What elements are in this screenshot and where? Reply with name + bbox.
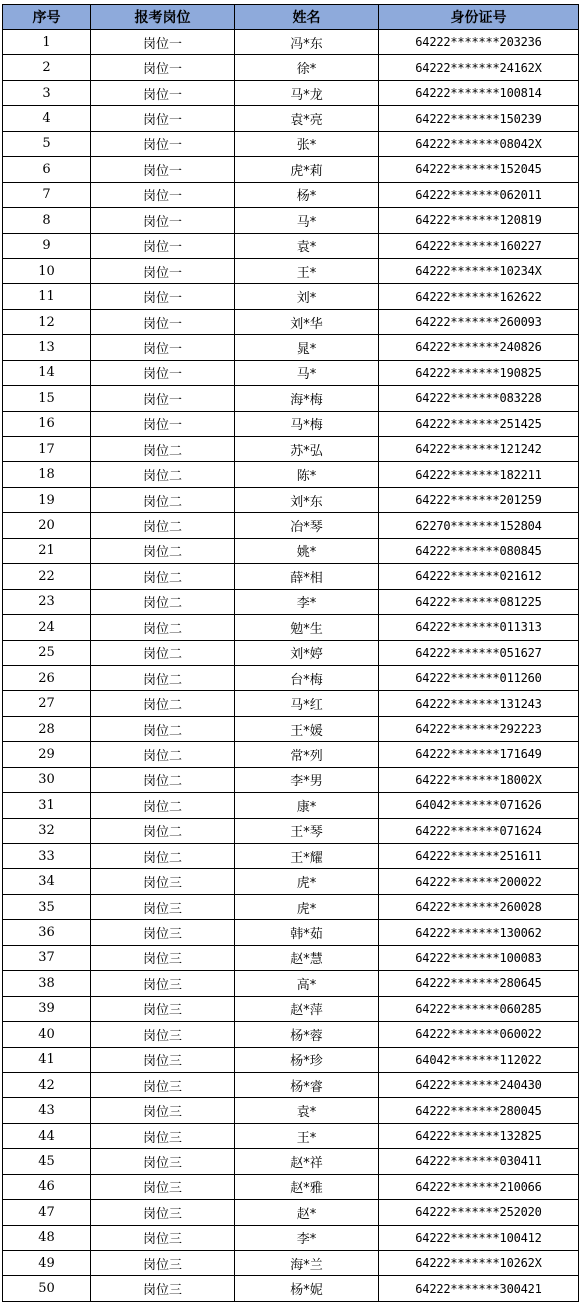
cell-name: 刘*: [235, 284, 379, 309]
cell-id-number: 64222*******10262X: [379, 1251, 579, 1276]
table-row: [3, 131, 579, 156]
header-name: 姓名: [235, 5, 379, 30]
cell-serial-number: 10: [3, 258, 91, 283]
table-row: [3, 920, 579, 945]
cell-applied-post: 岗位二: [91, 691, 235, 716]
cell-name: 常*列: [235, 742, 379, 767]
candidate-table: [2, 4, 579, 1302]
cell-id-number: 64222*******210066: [379, 1174, 579, 1199]
cell-name: 杨*妮: [235, 1276, 379, 1301]
cell-name: 冶*琴: [235, 513, 379, 538]
cell-name: 王*琴: [235, 818, 379, 843]
cell-serial-number: 9: [3, 233, 91, 258]
cell-name: 杨*睿: [235, 1072, 379, 1097]
cell-applied-post: 岗位二: [91, 767, 235, 792]
cell-name: 王*媛: [235, 716, 379, 741]
cell-serial-number: 33: [3, 844, 91, 869]
cell-applied-post: 岗位二: [91, 665, 235, 690]
cell-serial-number: 4: [3, 106, 91, 131]
cell-id-number: 64222*******252020: [379, 1200, 579, 1225]
cell-serial-number: 16: [3, 411, 91, 436]
cell-name: 马*红: [235, 691, 379, 716]
table-row: [3, 945, 579, 970]
cell-id-number: 64222*******280045: [379, 1098, 579, 1123]
cell-applied-post: 岗位一: [91, 106, 235, 131]
cell-id-number: 62270*******152804: [379, 513, 579, 538]
cell-serial-number: 45: [3, 1149, 91, 1174]
table-row: [3, 844, 579, 869]
cell-applied-post: 岗位一: [91, 80, 235, 105]
table-row: [3, 691, 579, 716]
cell-id-number: 64222*******182211: [379, 462, 579, 487]
table-row: [3, 996, 579, 1021]
cell-id-number: 64222*******280645: [379, 971, 579, 996]
cell-applied-post: 岗位三: [91, 920, 235, 945]
cell-applied-post: 岗位一: [91, 55, 235, 80]
cell-serial-number: 25: [3, 640, 91, 665]
cell-serial-number: 42: [3, 1072, 91, 1097]
cell-name: 刘*东: [235, 487, 379, 512]
cell-name: 薛*相: [235, 564, 379, 589]
table-row: [3, 564, 579, 589]
cell-serial-number: 36: [3, 920, 91, 945]
cell-serial-number: 48: [3, 1225, 91, 1250]
cell-applied-post: 岗位一: [91, 157, 235, 182]
cell-applied-post: 岗位三: [91, 1022, 235, 1047]
cell-applied-post: 岗位三: [91, 996, 235, 1021]
cell-id-number: 64222*******021612: [379, 564, 579, 589]
cell-name: 晁*: [235, 335, 379, 360]
cell-applied-post: 岗位一: [91, 386, 235, 411]
cell-applied-post: 岗位三: [91, 1047, 235, 1072]
cell-serial-number: 12: [3, 309, 91, 334]
cell-id-number: 64222*******18002X: [379, 767, 579, 792]
cell-applied-post: 岗位一: [91, 284, 235, 309]
cell-applied-post: 岗位二: [91, 513, 235, 538]
cell-name: 康*: [235, 793, 379, 818]
cell-name: 杨*蓉: [235, 1022, 379, 1047]
table-row: [3, 716, 579, 741]
table-row: [3, 1098, 579, 1123]
cell-id-number: 64222*******011260: [379, 665, 579, 690]
cell-applied-post: 岗位三: [91, 1149, 235, 1174]
table-row: [3, 284, 579, 309]
table-row: [3, 1123, 579, 1148]
header-applied-post: 报考岗位: [91, 5, 235, 30]
cell-applied-post: 岗位二: [91, 564, 235, 589]
cell-name: 姚*: [235, 538, 379, 563]
cell-applied-post: 岗位三: [91, 1225, 235, 1250]
cell-applied-post: 岗位二: [91, 589, 235, 614]
cell-applied-post: 岗位一: [91, 30, 235, 55]
cell-name: 赵*: [235, 1200, 379, 1225]
cell-name: 刘*华: [235, 309, 379, 334]
cell-id-number: 64222*******100083: [379, 945, 579, 970]
cell-serial-number: 31: [3, 793, 91, 818]
cell-serial-number: 3: [3, 80, 91, 105]
table-row: [3, 462, 579, 487]
cell-id-number: 64222*******030411: [379, 1149, 579, 1174]
cell-id-number: 64222*******100412: [379, 1225, 579, 1250]
cell-id-number: 64222*******260093: [379, 309, 579, 334]
cell-name: 陈*: [235, 462, 379, 487]
cell-id-number: 64222*******150239: [379, 106, 579, 131]
cell-name: 杨*珍: [235, 1047, 379, 1072]
cell-serial-number: 27: [3, 691, 91, 716]
cell-id-number: 64222*******292223: [379, 716, 579, 741]
table-row: [3, 1072, 579, 1097]
cell-id-number: 64222*******152045: [379, 157, 579, 182]
cell-name: 徐*: [235, 55, 379, 80]
cell-serial-number: 26: [3, 665, 91, 690]
cell-name: 苏*弘: [235, 437, 379, 462]
cell-name: 王*耀: [235, 844, 379, 869]
cell-name: 杨*: [235, 182, 379, 207]
cell-name: 虎*莉: [235, 157, 379, 182]
cell-name: 袁*亮: [235, 106, 379, 131]
table-row: [3, 80, 579, 105]
cell-applied-post: 岗位三: [91, 1123, 235, 1148]
cell-applied-post: 岗位一: [91, 335, 235, 360]
table-row: [3, 665, 579, 690]
table-row: [3, 208, 579, 233]
cell-id-number: 64222*******251425: [379, 411, 579, 436]
cell-name: 王*: [235, 1123, 379, 1148]
candidate-table-wrapper: [2, 4, 579, 1302]
table-row: [3, 55, 579, 80]
table-row: [3, 1251, 579, 1276]
cell-serial-number: 11: [3, 284, 91, 309]
table-row: [3, 513, 579, 538]
cell-serial-number: 2: [3, 55, 91, 80]
cell-id-number: 64222*******011313: [379, 615, 579, 640]
cell-applied-post: 岗位二: [91, 487, 235, 512]
cell-serial-number: 1: [3, 30, 91, 55]
cell-id-number: 64222*******083228: [379, 386, 579, 411]
cell-applied-post: 岗位一: [91, 208, 235, 233]
table-row: [3, 106, 579, 131]
cell-applied-post: 岗位三: [91, 945, 235, 970]
cell-serial-number: 35: [3, 894, 91, 919]
cell-name: 王*: [235, 258, 379, 283]
cell-id-number: 64222*******240430: [379, 1072, 579, 1097]
cell-serial-number: 50: [3, 1276, 91, 1301]
cell-name: 李*: [235, 589, 379, 614]
table-row: [3, 1022, 579, 1047]
cell-name: 袁*: [235, 1098, 379, 1123]
cell-id-number: 64222*******203236: [379, 30, 579, 55]
cell-name: 高*: [235, 971, 379, 996]
cell-serial-number: 24: [3, 615, 91, 640]
cell-id-number: 64222*******08042X: [379, 131, 579, 156]
cell-applied-post: 岗位一: [91, 360, 235, 385]
cell-serial-number: 34: [3, 869, 91, 894]
cell-name: 勉*生: [235, 615, 379, 640]
cell-applied-post: 岗位一: [91, 131, 235, 156]
table-row: [3, 258, 579, 283]
cell-name: 海*梅: [235, 386, 379, 411]
table-row: [3, 487, 579, 512]
table-row: [3, 360, 579, 385]
cell-applied-post: 岗位二: [91, 615, 235, 640]
cell-id-number: 64042*******071626: [379, 793, 579, 818]
cell-applied-post: 岗位三: [91, 869, 235, 894]
table-row: [3, 411, 579, 436]
cell-name: 台*梅: [235, 665, 379, 690]
cell-id-number: 64222*******260028: [379, 894, 579, 919]
cell-serial-number: 8: [3, 208, 91, 233]
cell-name: 马*梅: [235, 411, 379, 436]
cell-applied-post: 岗位一: [91, 233, 235, 258]
table-row: [3, 742, 579, 767]
cell-applied-post: 岗位一: [91, 411, 235, 436]
cell-serial-number: 22: [3, 564, 91, 589]
table-row: [3, 1047, 579, 1072]
table-row: [3, 1225, 579, 1250]
table-row: [3, 233, 579, 258]
cell-applied-post: 岗位二: [91, 818, 235, 843]
table-row: [3, 640, 579, 665]
cell-id-number: 64222*******080845: [379, 538, 579, 563]
cell-applied-post: 岗位三: [91, 1098, 235, 1123]
cell-id-number: 64222*******131243: [379, 691, 579, 716]
cell-id-number: 64222*******300421: [379, 1276, 579, 1301]
cell-serial-number: 7: [3, 182, 91, 207]
cell-name: 刘*婷: [235, 640, 379, 665]
cell-applied-post: 岗位三: [91, 1072, 235, 1097]
cell-name: 虎*: [235, 894, 379, 919]
table-row: [3, 894, 579, 919]
cell-id-number: 64222*******062011: [379, 182, 579, 207]
cell-name: 赵*萍: [235, 996, 379, 1021]
cell-name: 李*: [235, 1225, 379, 1250]
cell-id-number: 64222*******100814: [379, 80, 579, 105]
cell-id-number: 64222*******051627: [379, 640, 579, 665]
cell-name: 赵*祥: [235, 1149, 379, 1174]
cell-id-number: 64222*******190825: [379, 360, 579, 385]
cell-serial-number: 19: [3, 487, 91, 512]
cell-name: 韩*茹: [235, 920, 379, 945]
cell-serial-number: 28: [3, 716, 91, 741]
cell-applied-post: 岗位三: [91, 1174, 235, 1199]
cell-serial-number: 38: [3, 971, 91, 996]
cell-serial-number: 44: [3, 1123, 91, 1148]
table-row: [3, 437, 579, 462]
table-row: [3, 386, 579, 411]
cell-serial-number: 37: [3, 945, 91, 970]
cell-serial-number: 40: [3, 1022, 91, 1047]
table-row: [3, 182, 579, 207]
cell-serial-number: 18: [3, 462, 91, 487]
cell-serial-number: 14: [3, 360, 91, 385]
header-serial-number: 序号: [3, 5, 91, 30]
cell-serial-number: 49: [3, 1251, 91, 1276]
cell-serial-number: 43: [3, 1098, 91, 1123]
table-row: [3, 538, 579, 563]
table-row: [3, 30, 579, 55]
cell-id-number: 64222*******060022: [379, 1022, 579, 1047]
cell-id-number: 64222*******200022: [379, 869, 579, 894]
cell-applied-post: 岗位二: [91, 844, 235, 869]
cell-id-number: 64222*******171649: [379, 742, 579, 767]
table-header-row: [3, 5, 579, 30]
cell-applied-post: 岗位一: [91, 182, 235, 207]
cell-id-number: 64222*******132825: [379, 1123, 579, 1148]
cell-applied-post: 岗位二: [91, 742, 235, 767]
table-row: [3, 335, 579, 360]
table-row: [3, 1174, 579, 1199]
cell-name: 张*: [235, 131, 379, 156]
cell-id-number: 64222*******10234X: [379, 258, 579, 283]
table-row: [3, 589, 579, 614]
cell-serial-number: 46: [3, 1174, 91, 1199]
cell-id-number: 64222*******251611: [379, 844, 579, 869]
table-row: [3, 767, 579, 792]
cell-id-number: 64222*******24162X: [379, 55, 579, 80]
cell-id-number: 64222*******121242: [379, 437, 579, 462]
cell-serial-number: 23: [3, 589, 91, 614]
table-row: [3, 309, 579, 334]
cell-applied-post: 岗位二: [91, 437, 235, 462]
cell-id-number: 64222*******160227: [379, 233, 579, 258]
table-row: [3, 793, 579, 818]
cell-id-number: 64222*******162622: [379, 284, 579, 309]
cell-id-number: 64222*******081225: [379, 589, 579, 614]
cell-applied-post: 岗位三: [91, 1276, 235, 1301]
cell-applied-post: 岗位一: [91, 309, 235, 334]
cell-applied-post: 岗位三: [91, 971, 235, 996]
cell-name: 赵*慧: [235, 945, 379, 970]
cell-name: 海*兰: [235, 1251, 379, 1276]
cell-name: 赵*雅: [235, 1174, 379, 1199]
header-id-number: 身份证号: [379, 5, 579, 30]
cell-id-number: 64222*******120819: [379, 208, 579, 233]
cell-name: 冯*东: [235, 30, 379, 55]
cell-name: 马*龙: [235, 80, 379, 105]
cell-serial-number: 6: [3, 157, 91, 182]
cell-serial-number: 21: [3, 538, 91, 563]
cell-applied-post: 岗位二: [91, 538, 235, 563]
cell-name: 马*: [235, 360, 379, 385]
cell-serial-number: 29: [3, 742, 91, 767]
cell-name: 虎*: [235, 869, 379, 894]
cell-serial-number: 15: [3, 386, 91, 411]
cell-name: 袁*: [235, 233, 379, 258]
table-row: [3, 1149, 579, 1174]
table-body: [3, 30, 579, 1302]
cell-name: 李*男: [235, 767, 379, 792]
cell-serial-number: 32: [3, 818, 91, 843]
cell-applied-post: 岗位一: [91, 258, 235, 283]
cell-applied-post: 岗位三: [91, 1251, 235, 1276]
cell-id-number: 64222*******060285: [379, 996, 579, 1021]
table-row: [3, 818, 579, 843]
cell-id-number: 64222*******240826: [379, 335, 579, 360]
cell-serial-number: 13: [3, 335, 91, 360]
cell-applied-post: 岗位二: [91, 716, 235, 741]
cell-serial-number: 20: [3, 513, 91, 538]
cell-id-number: 64222*******130062: [379, 920, 579, 945]
cell-serial-number: 17: [3, 437, 91, 462]
table-row: [3, 157, 579, 182]
cell-serial-number: 41: [3, 1047, 91, 1072]
cell-serial-number: 5: [3, 131, 91, 156]
cell-id-number: 64222*******071624: [379, 818, 579, 843]
cell-applied-post: 岗位三: [91, 1200, 235, 1225]
cell-serial-number: 30: [3, 767, 91, 792]
cell-name: 马*: [235, 208, 379, 233]
table-row: [3, 1200, 579, 1225]
cell-applied-post: 岗位二: [91, 793, 235, 818]
cell-serial-number: 39: [3, 996, 91, 1021]
cell-serial-number: 47: [3, 1200, 91, 1225]
table-row: [3, 971, 579, 996]
cell-applied-post: 岗位三: [91, 894, 235, 919]
table-row: [3, 1276, 579, 1301]
cell-applied-post: 岗位二: [91, 462, 235, 487]
table-row: [3, 615, 579, 640]
cell-id-number: 64042*******112022: [379, 1047, 579, 1072]
table-row: [3, 869, 579, 894]
cell-id-number: 64222*******201259: [379, 487, 579, 512]
cell-applied-post: 岗位二: [91, 640, 235, 665]
